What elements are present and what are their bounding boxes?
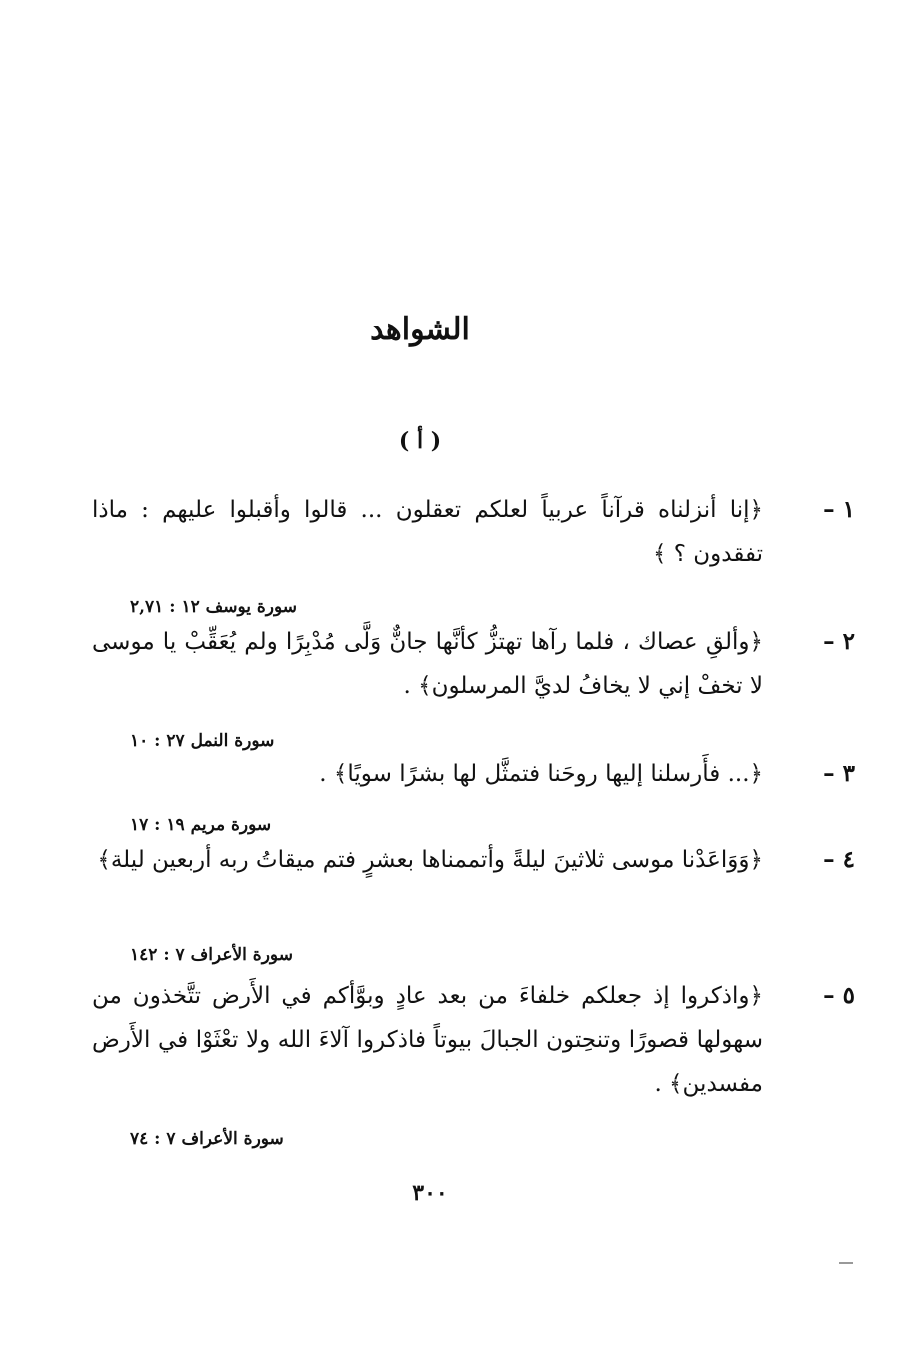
entry-text: ﴿وَوَاعَدْنا موسى ثلاثينَ ليلةً وأتممناها بعشرٍ فتم ميقاتُ ربه أربعين ليلة﴾: [97, 847, 763, 873]
page-title: الشواهد: [370, 312, 470, 347]
entry-reference: سورة الأعراف ٧ : ٧٤: [130, 1129, 284, 1149]
entry-text: ﴿إنا أنزلناه قرآناً عربياً لعلكم تعقلون ... قالوا وأقبلوا عليهم : ماذا تفقدون ؟ ﴾: [92, 497, 763, 567]
entry-number: ٢ –: [823, 628, 855, 655]
entry-text: ﴿واذكروا إذ جعلكم خلفاءَ من بعد عادٍ وبوَّأكم في الأَرض تتَّخذون من سهولها قصورًا وتنحِتون الجبالَ بيوتاً فاذكروا آلاءَ الله ولا تعْثَوْا في الأَرض مفسدين﴾ .: [92, 983, 763, 1097]
entry-number: ٤ –: [823, 846, 855, 873]
citation-entry: [92, 752, 855, 796]
citation-entry: [92, 488, 855, 576]
page-number: ٣٠٠: [412, 1180, 448, 1206]
scan-mark: [839, 1262, 853, 1264]
citation-entry: [92, 974, 855, 1106]
entry-number: ١ –: [823, 496, 855, 523]
entry-text: ﴿... فأَرسلنا إليها روحَنا فتمثَّل لها بشرًا سويًا﴾ .: [319, 761, 763, 787]
entry-number: ٥ –: [823, 982, 855, 1009]
entry-text: ﴿وألقِ عصاك ، فلما رآها تهتزُّ كأنَّها جانٌّ وَلَّى مُدْبِرًا ولم يُعَقِّبْ يا موسى لا تخفْ إني لا يخافُ لديَّ المرسلون﴾ .: [92, 629, 763, 699]
citation-entry: [92, 620, 855, 708]
entry-number: ٣ –: [823, 760, 855, 787]
entry-reference: سورة الأعراف ٧ : ١٤٢: [130, 945, 293, 965]
entry-reference: سورة يوسف ١٢ : ٢,٧١: [130, 597, 298, 617]
entry-reference: سورة النمل ٢٧ : ١٠: [130, 731, 275, 751]
entry-reference: سورة مريم ١٩ : ١٧: [130, 815, 272, 835]
citation-entry: [92, 838, 855, 882]
section-label: ( أ ): [398, 428, 442, 454]
